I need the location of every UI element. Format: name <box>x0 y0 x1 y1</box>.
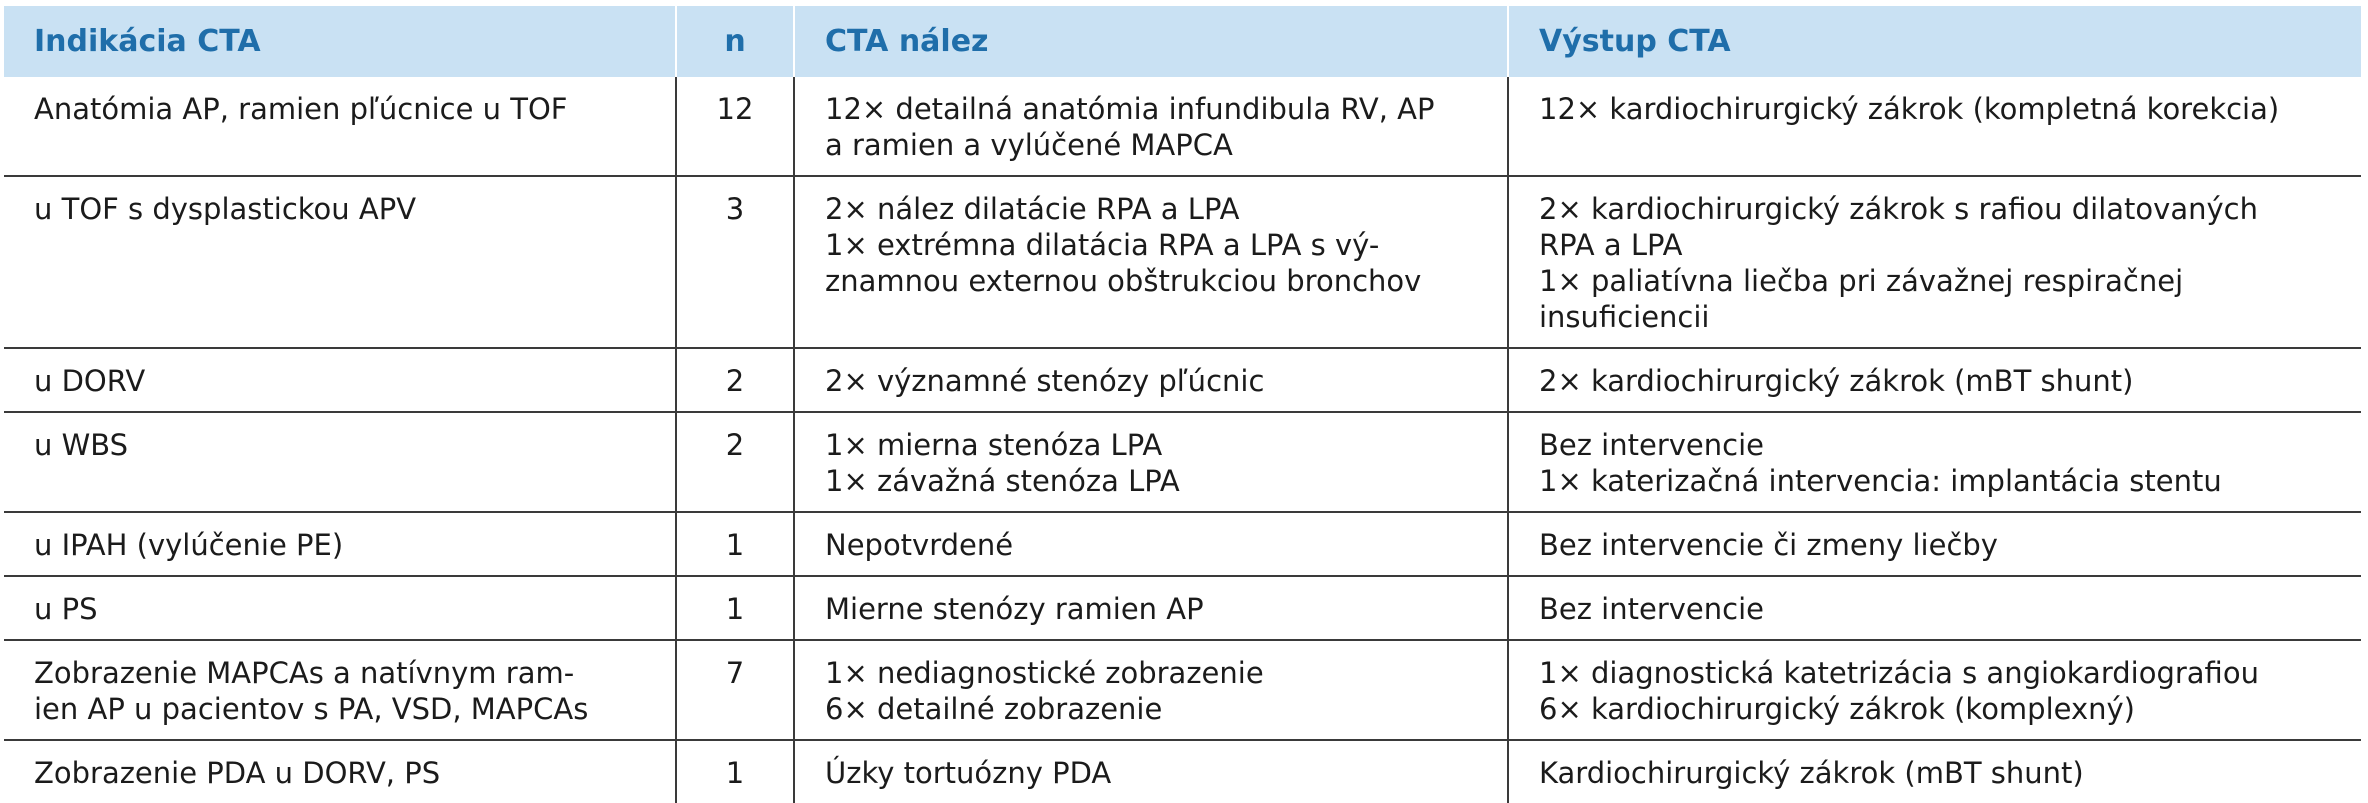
cell-finding: 1× mierna stenóza LPA 1× závažná stenóza LPA <box>794 412 1508 512</box>
cell-indication: u PS <box>34 592 98 626</box>
table-row <box>4 412 2361 512</box>
cell-finding: 1× nediagnostické zobrazenie 6× detailné zobrazenie <box>794 640 1508 740</box>
cell-indication: u TOF s dysplastickou APV <box>34 192 417 226</box>
cell-outcome: 2× kardiochirurgický zákrok s rafiou dilatovaných RPA a LPA 1× paliatívna liečba pri závažnej respiračnej insuficiencii <box>1508 176 2361 348</box>
cell-n: 2 <box>676 412 794 512</box>
cell-outcome: Bez intervencie či zmeny liečby <box>1508 512 2361 576</box>
cell-n: 1 <box>676 576 794 640</box>
header-outcome: Výstup CTA <box>1508 6 2361 77</box>
cell-n: 7 <box>676 640 794 740</box>
cell-indication: u DORV <box>34 364 146 398</box>
cell-finding: 12× detailná anatómia infundibula RV, AP a ramien a vylúčené MAPCA <box>794 77 1508 176</box>
cell-indication: Anatómia AP, ramien pľúcnice u TOF <box>34 92 568 126</box>
table-row <box>4 640 2361 740</box>
table-row <box>4 576 2361 640</box>
cell-finding: Mierne stenózy ramien AP <box>794 576 1508 640</box>
cell-finding: 2× významné stenózy pľúcnic <box>794 348 1508 412</box>
cell-finding: Úzky tortuózny PDA <box>794 740 1508 803</box>
cell-outcome: Kardiochirurgický zákrok (mBT shunt) <box>1508 740 2361 803</box>
cell-finding: 2× nález dilatácie RPA a LPA 1× extrémna dilatácia RPA a LPA s vý- znamnou externou obštrukciou bronchov <box>794 176 1508 348</box>
table-row <box>4 512 2361 576</box>
cta-results-table <box>4 6 2361 803</box>
cell-n: 1 <box>676 740 794 803</box>
cell-n: 1 <box>676 512 794 576</box>
cell-indication: Zobrazenie MAPCAs a natívnym ram- ien AP u pacientov s PA, VSD, MAPCAs <box>34 656 589 726</box>
header-n: n <box>676 6 794 77</box>
cell-outcome: 1× diagnostická katetrizácia s angiokardiografiou 6× kardiochirurgický zákrok (komplexný) <box>1508 640 2361 740</box>
table-row <box>4 176 2361 348</box>
cell-indication: u WBS <box>34 428 129 462</box>
cell-finding: Nepotvrdené <box>794 512 1508 576</box>
table-header-row <box>4 6 2361 77</box>
cell-n: 12 <box>676 77 794 176</box>
cell-indication: Zobrazenie PDA u DORV, PS <box>34 756 441 790</box>
cell-indication: u IPAH (vylúčenie PE) <box>34 528 344 562</box>
cell-outcome: Bez intervencie 1× katerizačná intervencia: implantácia stentu <box>1508 412 2361 512</box>
header-finding: CTA nález <box>794 6 1508 77</box>
table-row <box>4 740 2361 803</box>
cell-outcome: 12× kardiochirurgický zákrok (kompletná korekcia) <box>1508 77 2361 176</box>
table-row <box>4 77 2361 176</box>
header-indication: Indikácia CTA <box>34 23 261 59</box>
cell-outcome: 2× kardiochirurgický zákrok (mBT shunt) <box>1508 348 2361 412</box>
cell-n: 2 <box>676 348 794 412</box>
table-row <box>4 348 2361 412</box>
cell-n: 3 <box>676 176 794 348</box>
cell-outcome: Bez intervencie <box>1508 576 2361 640</box>
